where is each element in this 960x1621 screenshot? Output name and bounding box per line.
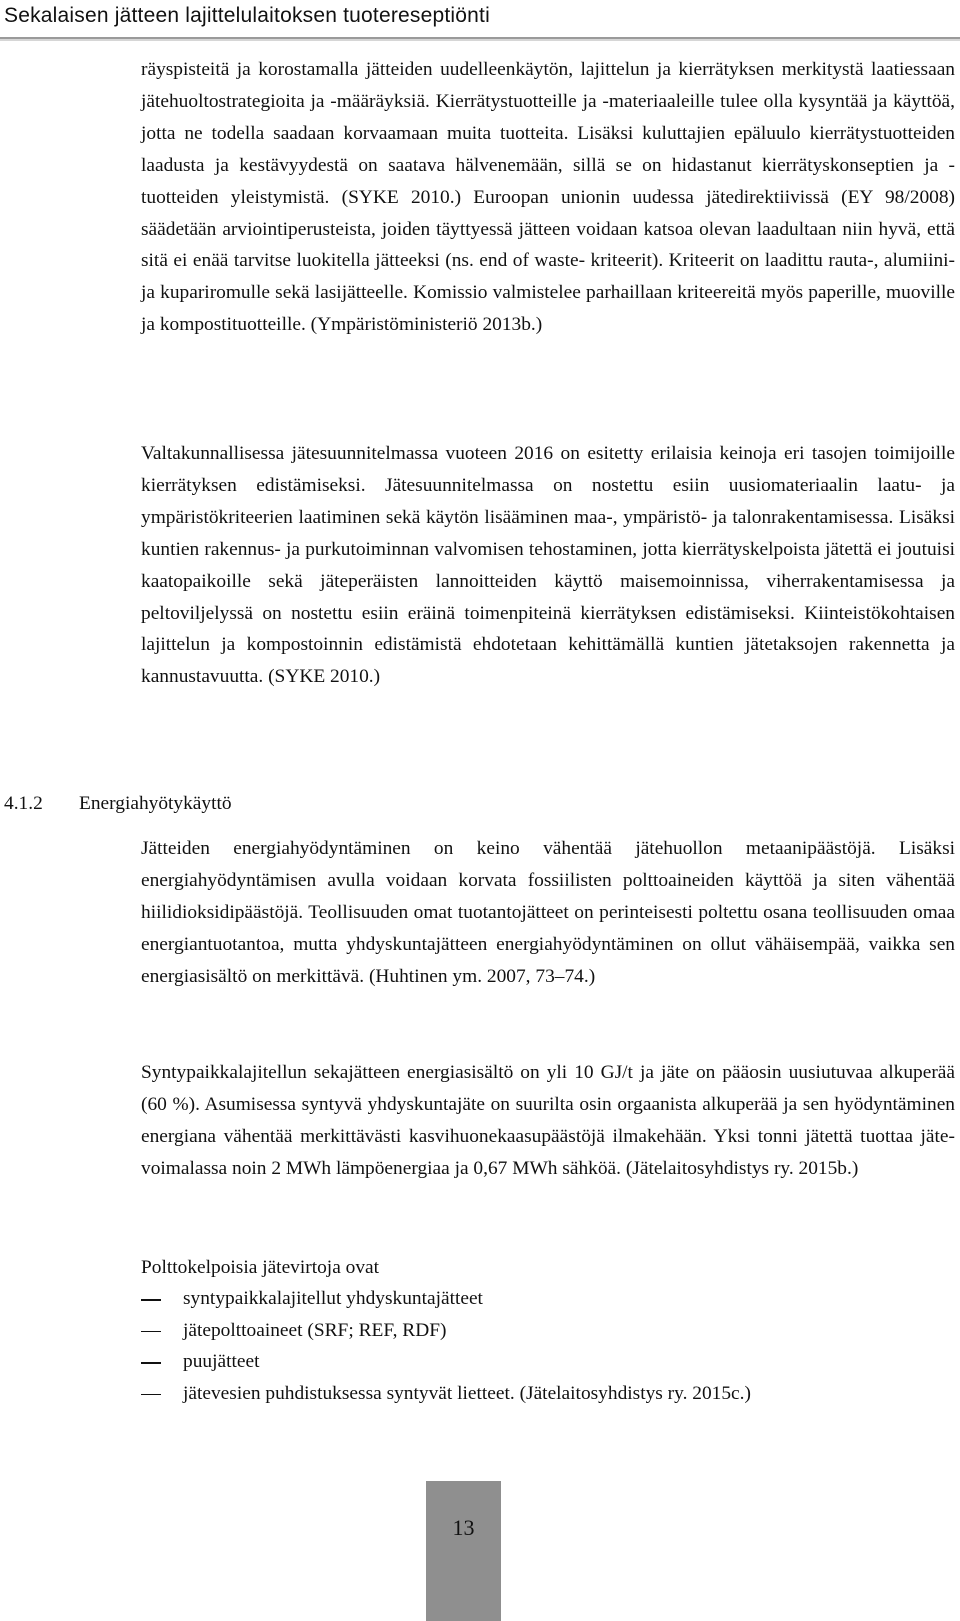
paragraph-energy-recovery: Jätteiden energiahyödyntäminen on keino vähentää jätehuollon metaanipäästöjä. Lisäksi energiahyödyntämisen avulla voidaan korvata fossiilisten polttoaineiden käyttöä ja siten vähentää hiilidioksidipäästöjä. Teollisuuden omat tuotantojätteet on perinteisesti poltettu osana teollisuuden omaa energiantuotantoa, mutta yhdyskuntajätteen energiahyödyntäminen on ollut vähäisempää, vaikka sen energiasisältö on merkittävä. (Huhtinen ym. 2007, 73–74.) (141, 838, 955, 987)
list-item-text: syntypaikkalajitellut yhdyskuntajätteet (183, 1288, 483, 1309)
list-item-text: jätevesien puhdistuksessa syntyvät lietteet. (Jätelaitosyhdistys ry. 2015c.) (183, 1382, 751, 1404)
dash-bullet-icon (141, 1394, 161, 1396)
dash-bullet-icon (141, 1299, 161, 1301)
dash-bullet-icon (141, 1331, 161, 1333)
list-item (141, 1346, 751, 1378)
paragraph-energy-content: Syntypaikkalajitellun sekajätteen energiasisältö on yli 10 GJ/t ja jäte on pääosin uusiutuvaa alkuperää (60 %). Asumisessa syntyvä yhdyskuntajäte on suurilta osin orgaanista alkuperää ja sen hyödyntäminen energiana vähentää merkittävästi kasvihuonekaasupäästöjä ilmakehään. Yksi tonni jätettä tuottaa jätevoimalassa noin 2 MWh lämpöenergiaa ja 0,67 MWh sähköä. (Jätelaitosyhdistys ry. 2015b.) (141, 1062, 955, 1179)
page-number: 13 (452, 1515, 475, 1540)
list-intro: Polttokelpoisia jätevirtoja ovat (141, 1257, 380, 1278)
section-title: Energiahyötykäyttö (79, 793, 232, 814)
list-item-text: puujätteet (183, 1351, 260, 1372)
paragraph-national-waste-plan: Valtakunnallisessa jätesuunnitelmassa vuoteen 2016 on esitetty erilaisia keinoja eri tasojen toimijoille kierrätyksen edistämiseksi. Jätesuunnitelmassa on nostettu esiin uusiomateriaalin laatu- ja ympäristökriteerien laatiminen sekä käytön lisääminen maa-, ympäristö- ja talonrakentamisessa. Lisäksi kuntien rakennus- ja purkutoiminnan valvomisen tehostaminen, jotta kierrätyskelpoista jätettä ei joutuisi kaatopaikoille sekä jäteperäisten lannoitteiden käyttö maisemoinnissa, viherrakentamisessa ja peltoviljelyssä on nostettu esiin eräinä toimenpiteinä kierrätyksen edistämiseksi. Kiinteistökohtaisen lajittelun ja kompostoinnin edistämistä ehdotetaan kehittämällä kuntien jätetaksojen rakennetta ja kannustavuutta. (SYKE 2010.) (141, 443, 955, 688)
list-item (141, 1315, 751, 1347)
list-item (141, 1378, 751, 1410)
header-rule (0, 37, 960, 41)
fuel-waste-list (141, 1283, 751, 1409)
running-header (0, 2, 960, 42)
page-number-box (426, 1481, 501, 1621)
document-title: Sekalaisen jätteen lajittelulaitoksen tuotereseptiönti (4, 4, 490, 27)
section-heading (4, 788, 232, 820)
paragraph-recycling-strategies: räyspisteitä ja korostamalla jätteiden uudelleenkäytön, lajittelun ja kierrätyksen merkitystä laatiessaan jätehuoltostrategioita ja -määräyksiä. Kierrätystuotteille ja -materiaaleille tulee olla kysyntää ja käyttöä, jotta ne todella saadaan korvaamaan muita tuotteita. Lisäksi kuluttajien epäluulo kierrätystuotteiden laadusta ja kestävyydestä on saatava hälvenemään, sillä se on hidastanut kierrätyskonseptien ja -tuotteiden yleistymistä. (SYKE 2010.) Euroopan unionin uudessa jätedirektiivissä (EY 98/2008) säädetään arviointiperusteista, joiden täyttyessä jätteen voidaan katsoa olevan laadultaan niin hyvä, että sitä ei enää tarvitse luokitella jätteeksi (ns. end of waste- kriteerit). Kriteerit on laadittu rauta-, alumiini- ja kupariromulle sekä lasijätteelle. Komissio valmistelee parhaillaan kriteereitä myös paperille, muoville ja kompostituotteille. (Ympäristöministeriö 2013b.) (141, 59, 955, 336)
section-number: 4.1.2 (4, 793, 43, 814)
dash-bullet-icon (141, 1362, 161, 1364)
list-item-text: jätepolttoaineet (SRF; REF, RDF) (183, 1319, 447, 1341)
list-item (141, 1283, 751, 1315)
